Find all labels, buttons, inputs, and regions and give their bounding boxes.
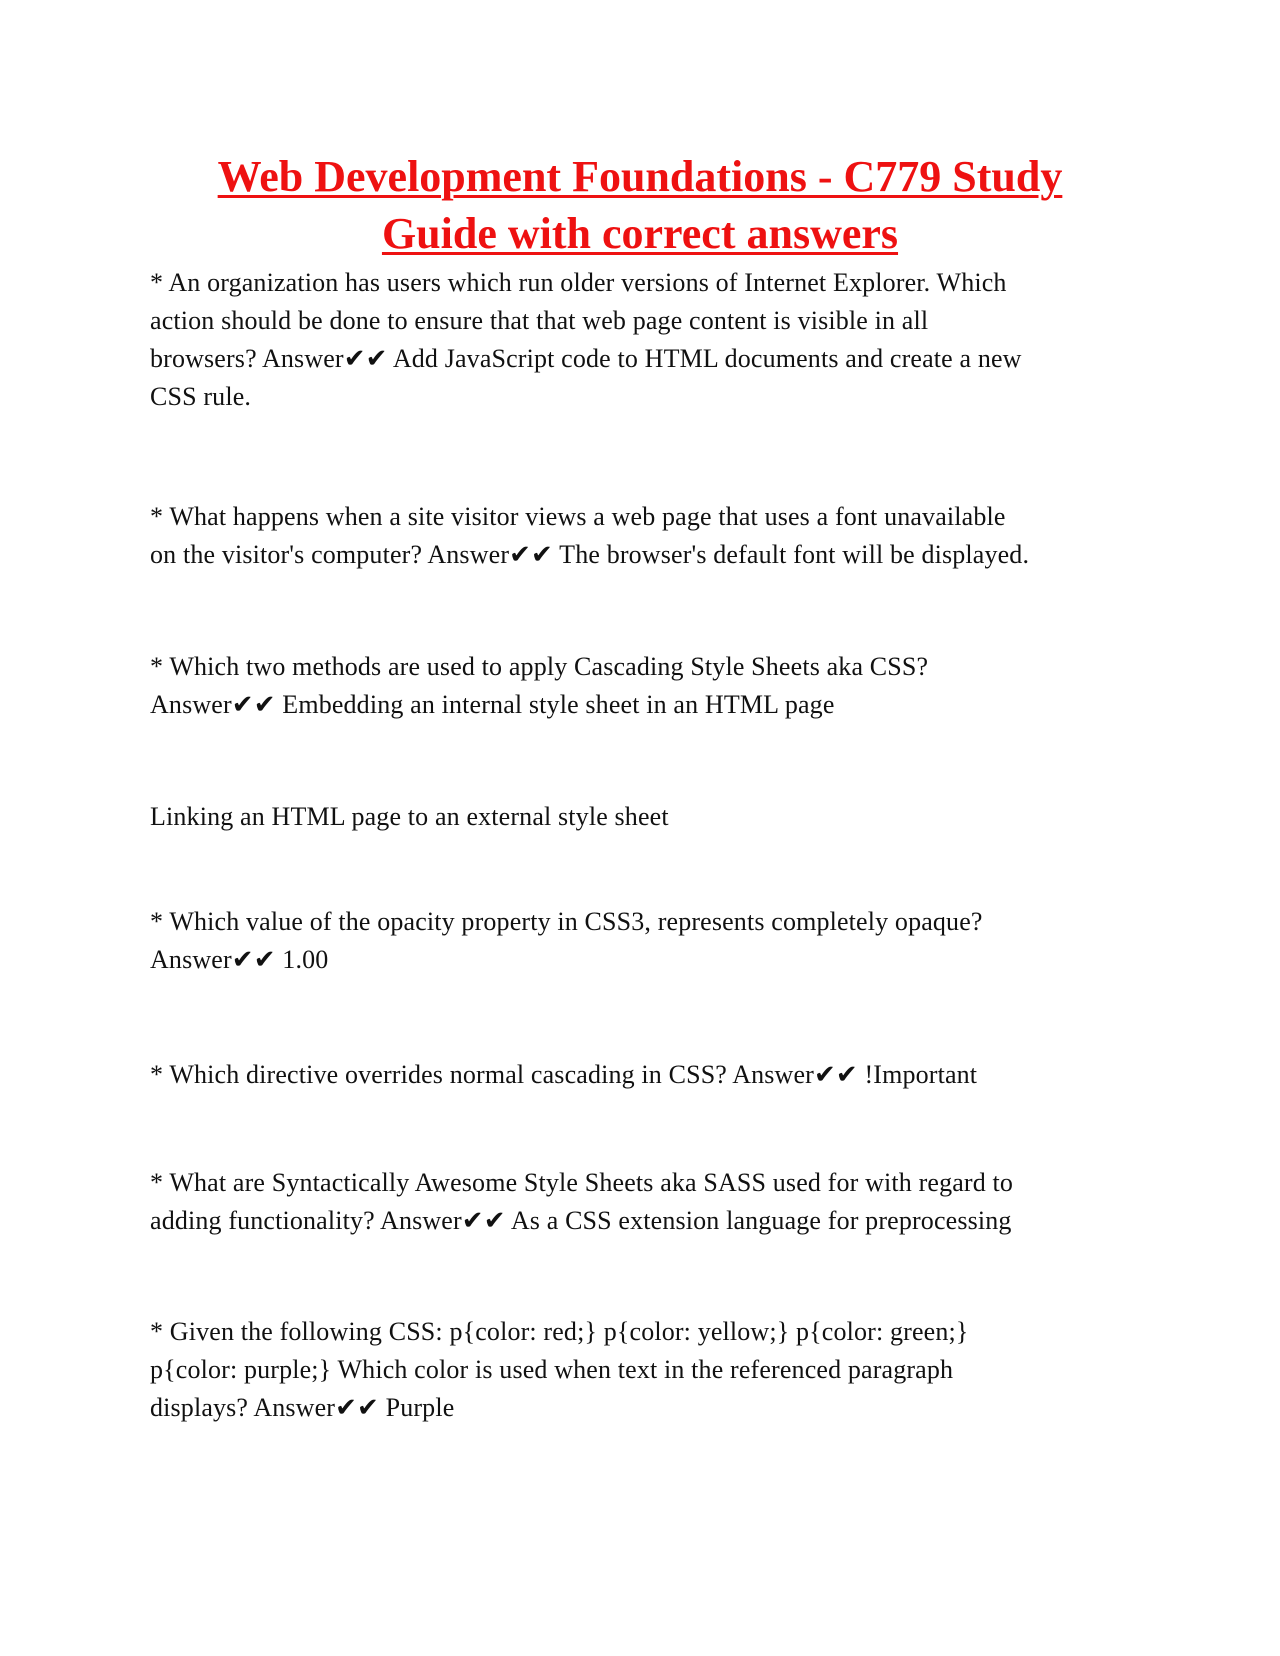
text-line: Linking an HTML page to an external style sheet xyxy=(150,802,669,831)
question-block-4 xyxy=(150,903,1130,979)
text-line: on the visitor's computer? Answer✔✔ The browser's default font will be displayed. xyxy=(150,540,1030,569)
text-line: * Given the following CSS: p{color: red;} p{color: yellow;} p{color: green;} xyxy=(150,1317,969,1346)
text-line: * What are Syntactically Awesome Style Sheets aka SASS used for with regard to xyxy=(150,1168,1014,1197)
question-block-1 xyxy=(150,264,1130,416)
title-line-1: Web Development Foundations - C779 Study xyxy=(217,152,1063,201)
title-line-2: Guide with correct answers xyxy=(381,209,899,258)
text-line: Answer✔✔ 1.00 xyxy=(150,945,329,974)
text-line: * Which two methods are used to apply Cascading Style Sheets aka CSS? xyxy=(150,652,929,681)
text-line: action should be done to ensure that that web page content is visible in all xyxy=(150,306,929,335)
document-title xyxy=(150,148,1130,262)
text-line: displays? Answer✔✔ Purple xyxy=(150,1393,455,1422)
question-block-3 xyxy=(150,648,1130,724)
text-line: browsers? Answer✔✔ Add JavaScript code to HTML documents and create a new xyxy=(150,344,1022,373)
text-line: CSS rule. xyxy=(150,382,252,411)
text-line: adding functionality? Answer✔✔ As a CSS extension language for preprocessing xyxy=(150,1206,1012,1235)
text-line: * An organization has users which run older versions of Internet Explorer. Which xyxy=(150,268,1007,297)
text-line: Answer✔✔ Embedding an internal style sheet in an HTML page xyxy=(150,690,835,719)
question-block-6 xyxy=(150,1164,1130,1240)
text-line: * Which value of the opacity property in CSS3, represents completely opaque? xyxy=(150,907,983,936)
question-block-7 xyxy=(150,1313,1130,1427)
text-line: p{color: purple;} Which color is used when text in the referenced paragraph xyxy=(150,1355,954,1384)
question-block-5 xyxy=(150,1056,1130,1094)
text-line: * Which directive overrides normal cascading in CSS? Answer✔✔ !Important xyxy=(150,1060,978,1089)
answer-continuation xyxy=(150,798,1130,836)
question-block-2 xyxy=(150,498,1130,574)
text-line: * What happens when a site visitor views a web page that uses a font unavailable xyxy=(150,502,1006,531)
